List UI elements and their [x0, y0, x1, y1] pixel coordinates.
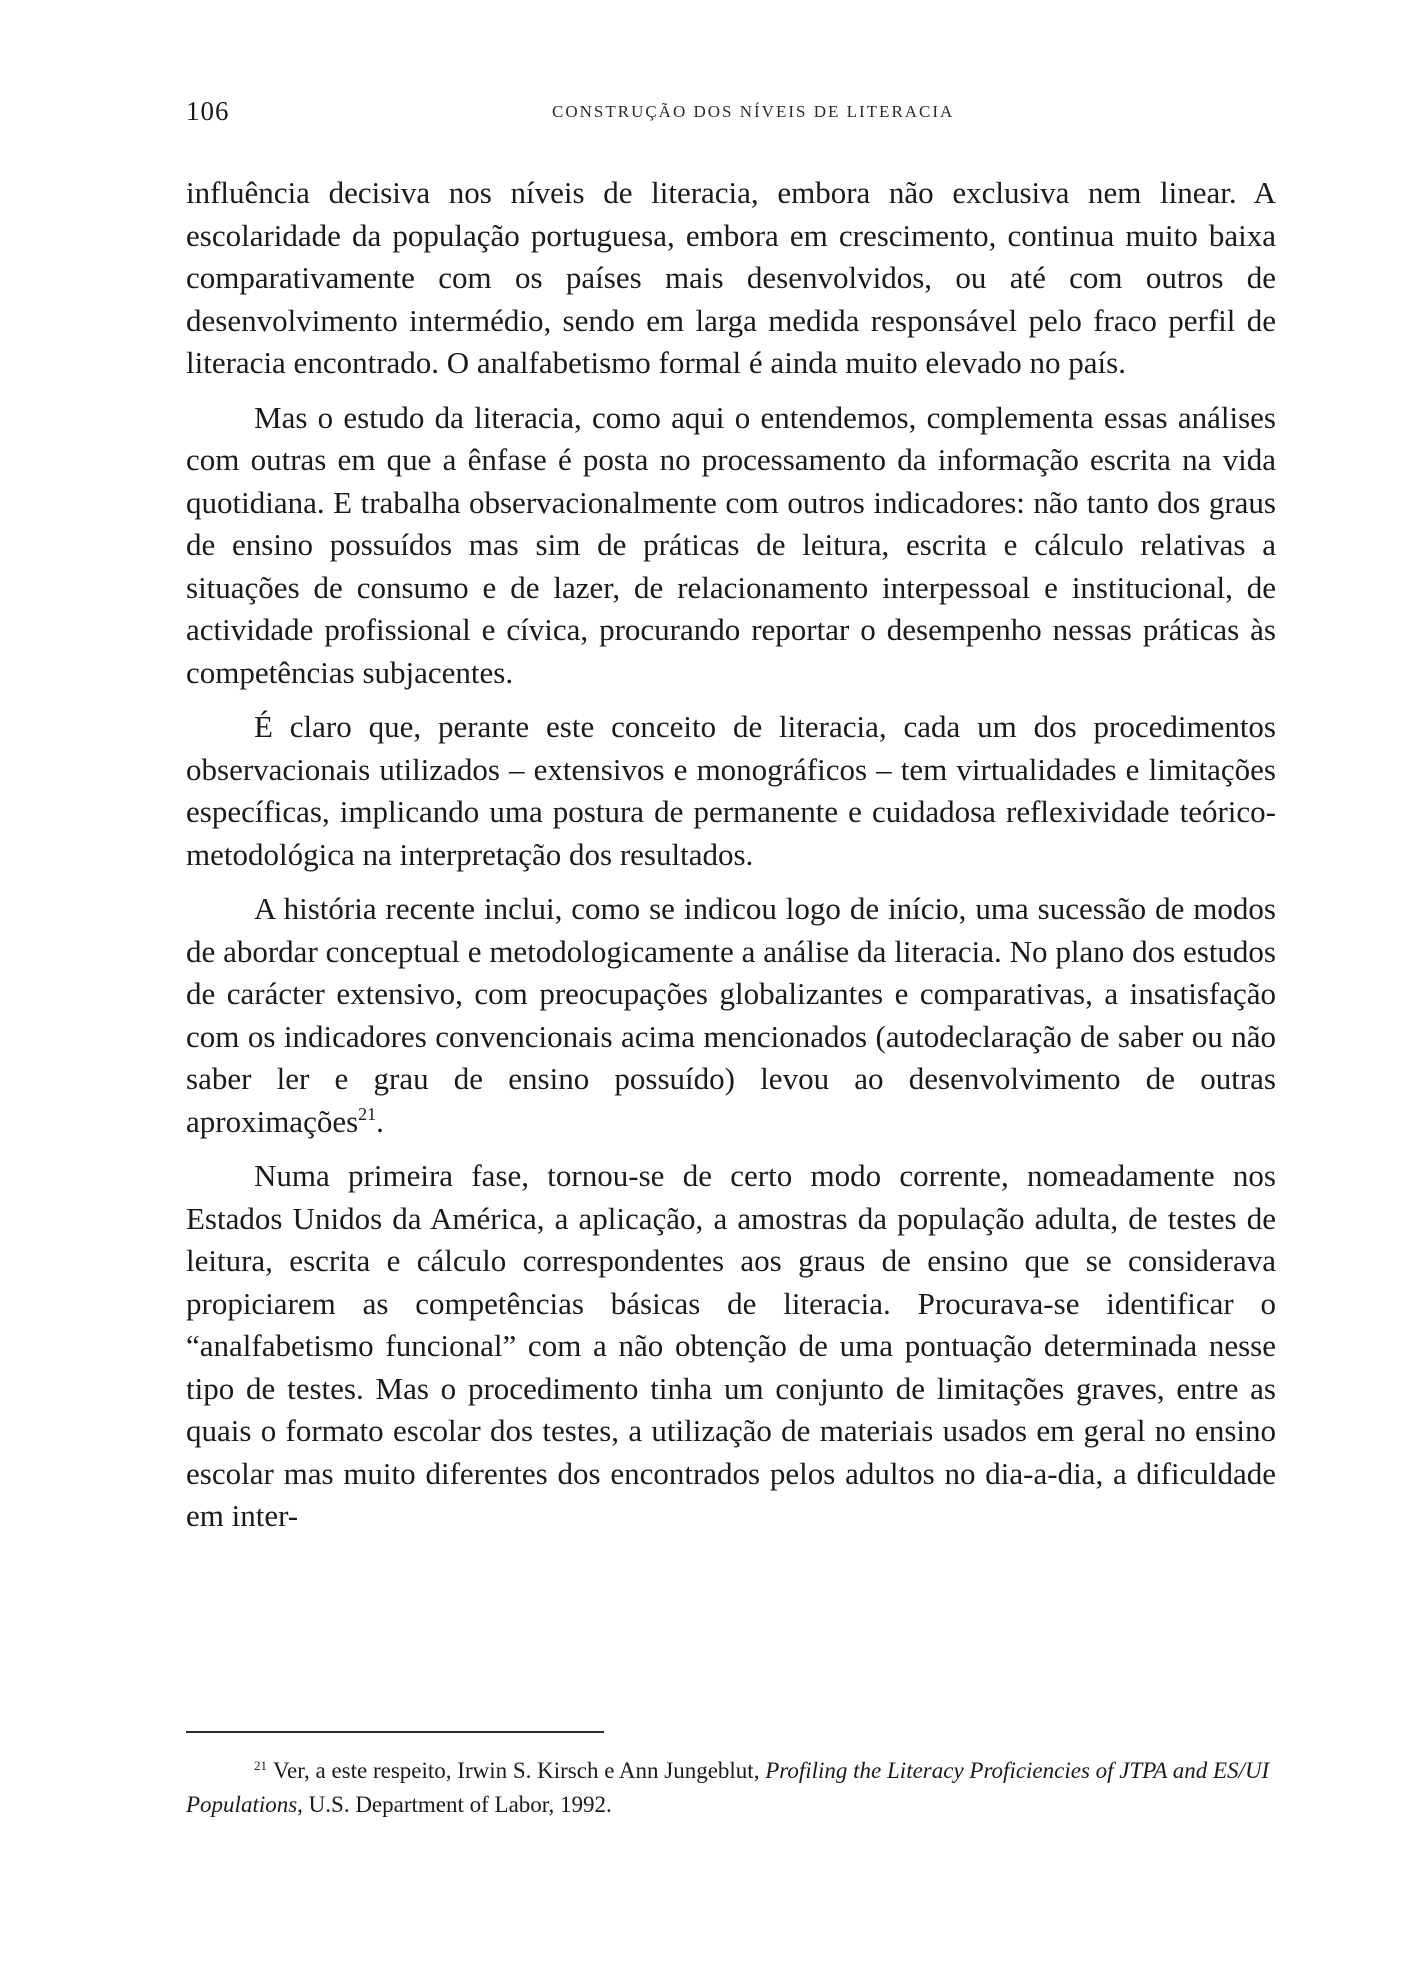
footnote-cited-title: Profiling the Literacy Proficiencies of JTPA and ES/UI Populations — [186, 1758, 1270, 1817]
paragraph-2: Mas o estudo da literacia, como aqui o entendemos, complementa essas análises com outras em que a ênfase é posta no processamento da informação escrita na vida quotidiana. E trabalha observacionalmente com outros indicadores: não tanto dos graus de ensino possuídos mas sim de práticas de leitura, escrita e cálculo relativas a situações de consumo e de lazer, de relacionamento interpessoal e institucional, de actividade profissional e cívica, procurando reportar o desempenho nessas práticas às competências subjacentes. — [186, 399, 1276, 690]
body-text — [186, 172, 1276, 1550]
paragraph-3: É claro que, perante este conceito de literacia, cada um dos procedimentos observacionais utilizados – extensivos e monográficos – tem virtualidades e limitações específicas, implicando uma postura de permanente e cuidadosa reflexividade teórico-metodológica na interpretação dos resultados. — [186, 709, 1276, 872]
paragraph-1: influência decisiva nos níveis de literacia, embora não exclusiva nem linear. A escolaridade da população portuguesa, embora em crescimento, continua muito baixa comparativamente com os países mais desenvolvidos, ou até com outros de desenvolvimento intermédio, sendo em larga medida responsável pelo fraco perfil de literacia encontrado. O analfabetismo formal é ainda muito elevado no país. — [186, 175, 1276, 380]
paragraph-4 — [186, 888, 1276, 1143]
footnote-21 — [186, 1754, 1276, 1822]
running-head — [186, 96, 1276, 130]
paragraph-4-end: . — [376, 1103, 384, 1139]
footnote-divider — [186, 1731, 604, 1733]
page-number: 106 — [186, 96, 230, 126]
footnotes — [186, 1754, 1276, 1822]
running-title: CONSTRUÇÃO DOS NÍVEIS DE LITERACIA — [552, 102, 955, 121]
paragraph-4-text: A história recente inclui, como se indicou logo de início, uma sucessão de modos de abordar conceptual e metodologicamente a análise da literacia. No plano dos estudos de carácter extensivo, com preocupações globalizantes e comparativas, a insatisfação com os indicadores convencionais acima mencionados (autodeclaração de saber ou não saber ler e grau de ensino possuído) levou ao desenvolvimento de outras aproximações — [186, 891, 1276, 1139]
paragraph-5: Numa primeira fase, tornou-se de certo modo corrente, nomeadamente nos Estados Unidos da América, a aplicação, a amostras da população adulta, de testes de leitura, escrita e cálculo correspondentes aos graus de ensino que se considerava propiciarem as competências básicas de literacia. Procurava-se identificar o “analfabetismo funcional” com a não obtenção de uma pontuação determinada nesse tipo de testes. Mas o procedimento tinha um conjunto de limitações graves, entre as quais o formato escolar dos testes, a utilização de materiais usados em geral no ensino escolar mas muito diferentes dos encontrados pelos adultos no dia-a-dia, a dificuldade em inter- — [186, 1158, 1276, 1533]
footnote-reference-21[interactable]: 21 — [358, 1103, 377, 1124]
footnote-text-start: Ver, a este respeito, Irwin S. Kirsch e Ann Jungeblut, — [273, 1758, 766, 1783]
footnote-text-end: , U.S. Department of Labor, 1992. — [297, 1792, 612, 1817]
footnote-mark: 21 — [254, 1758, 267, 1773]
